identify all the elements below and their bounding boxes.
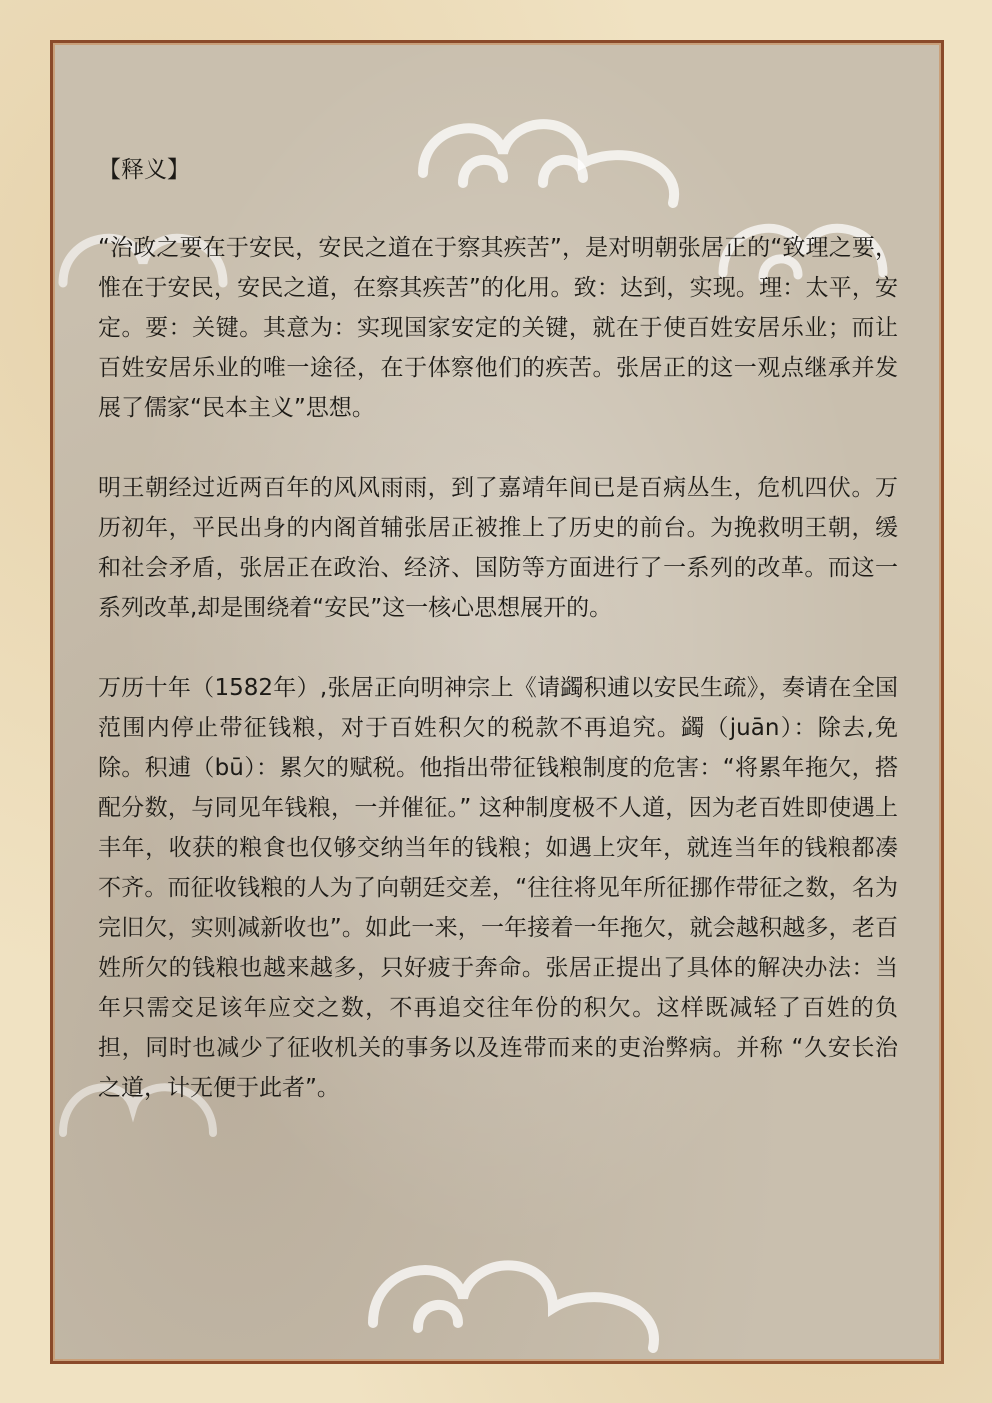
paragraph-reform: 万历十年（1582年）,张居正向明神宗上《请蠲积逋以安民生疏》，奏请在全国范围内停止带征钱粮，对于百姓积欠的税款不再追究。蠲（juān）：除去,免除。积逋（bū）：累欠的赋税。他指出带征钱粮制度的危害：“将累年拖欠，搭配分数，与同见年钱粮，一并催征。” 这种制度极不人道，因为老百姓即使遇上丰年，收获的粮食也仅够交纳当年的钱粮；如遇上灾年，就连当年的钱粮都凑不齐。而征收钱粮的人为了向朝廷交差，“往往将见年所征挪作带征之数，名为完旧欠，实则减新收也”。如此一来，一年接着一年拖欠，就会越积越多，老百姓所欠的钱粮也越来越多，只好疲于奔命。张居正提出了具体的解决办法：当年只需交足该年应交之数，不再追交往年份的积欠。这样既减轻了百姓的负担，同时也减少了征收机关的事务以及连带而来的吏治弊病。并称 “久安长治之道，计无便于此者”。 (98, 675, 898, 1101)
section-heading: 【释义】 (98, 157, 190, 183)
paragraph-definition: “治政之要在于安民，安民之道在于察其疾苦”，是对明朝张居正的“致理之要，惟在于安民，安民之道，在察其疾苦”的化用。致：达到，实现。理：太平，安定。要：关键。其意为：实现国家安定的关键，就在于使百姓安居乐业；而让百姓安居乐业的唯一途径，在于体察他们的疾苦。张居正的这一观点继承并发展了儒家“民本主义”思想。 (98, 235, 898, 421)
paragraph-background: 明王朝经过近两百年的风风雨雨，到了嘉靖年间已是百病丛生，危机四伏。万历初年，平民出身的内阁首辅张居正被推上了历史的前台。为挽救明王朝，缓和社会矛盾，张居正在政治、经济、国防等方面进行了一系列的改革。而这一系列改革,却是围绕着“安民”这一核心思想展开的。 (98, 475, 898, 621)
article-content (98, 150, 898, 1148)
cloud-ornament-bottom (343, 1213, 683, 1363)
